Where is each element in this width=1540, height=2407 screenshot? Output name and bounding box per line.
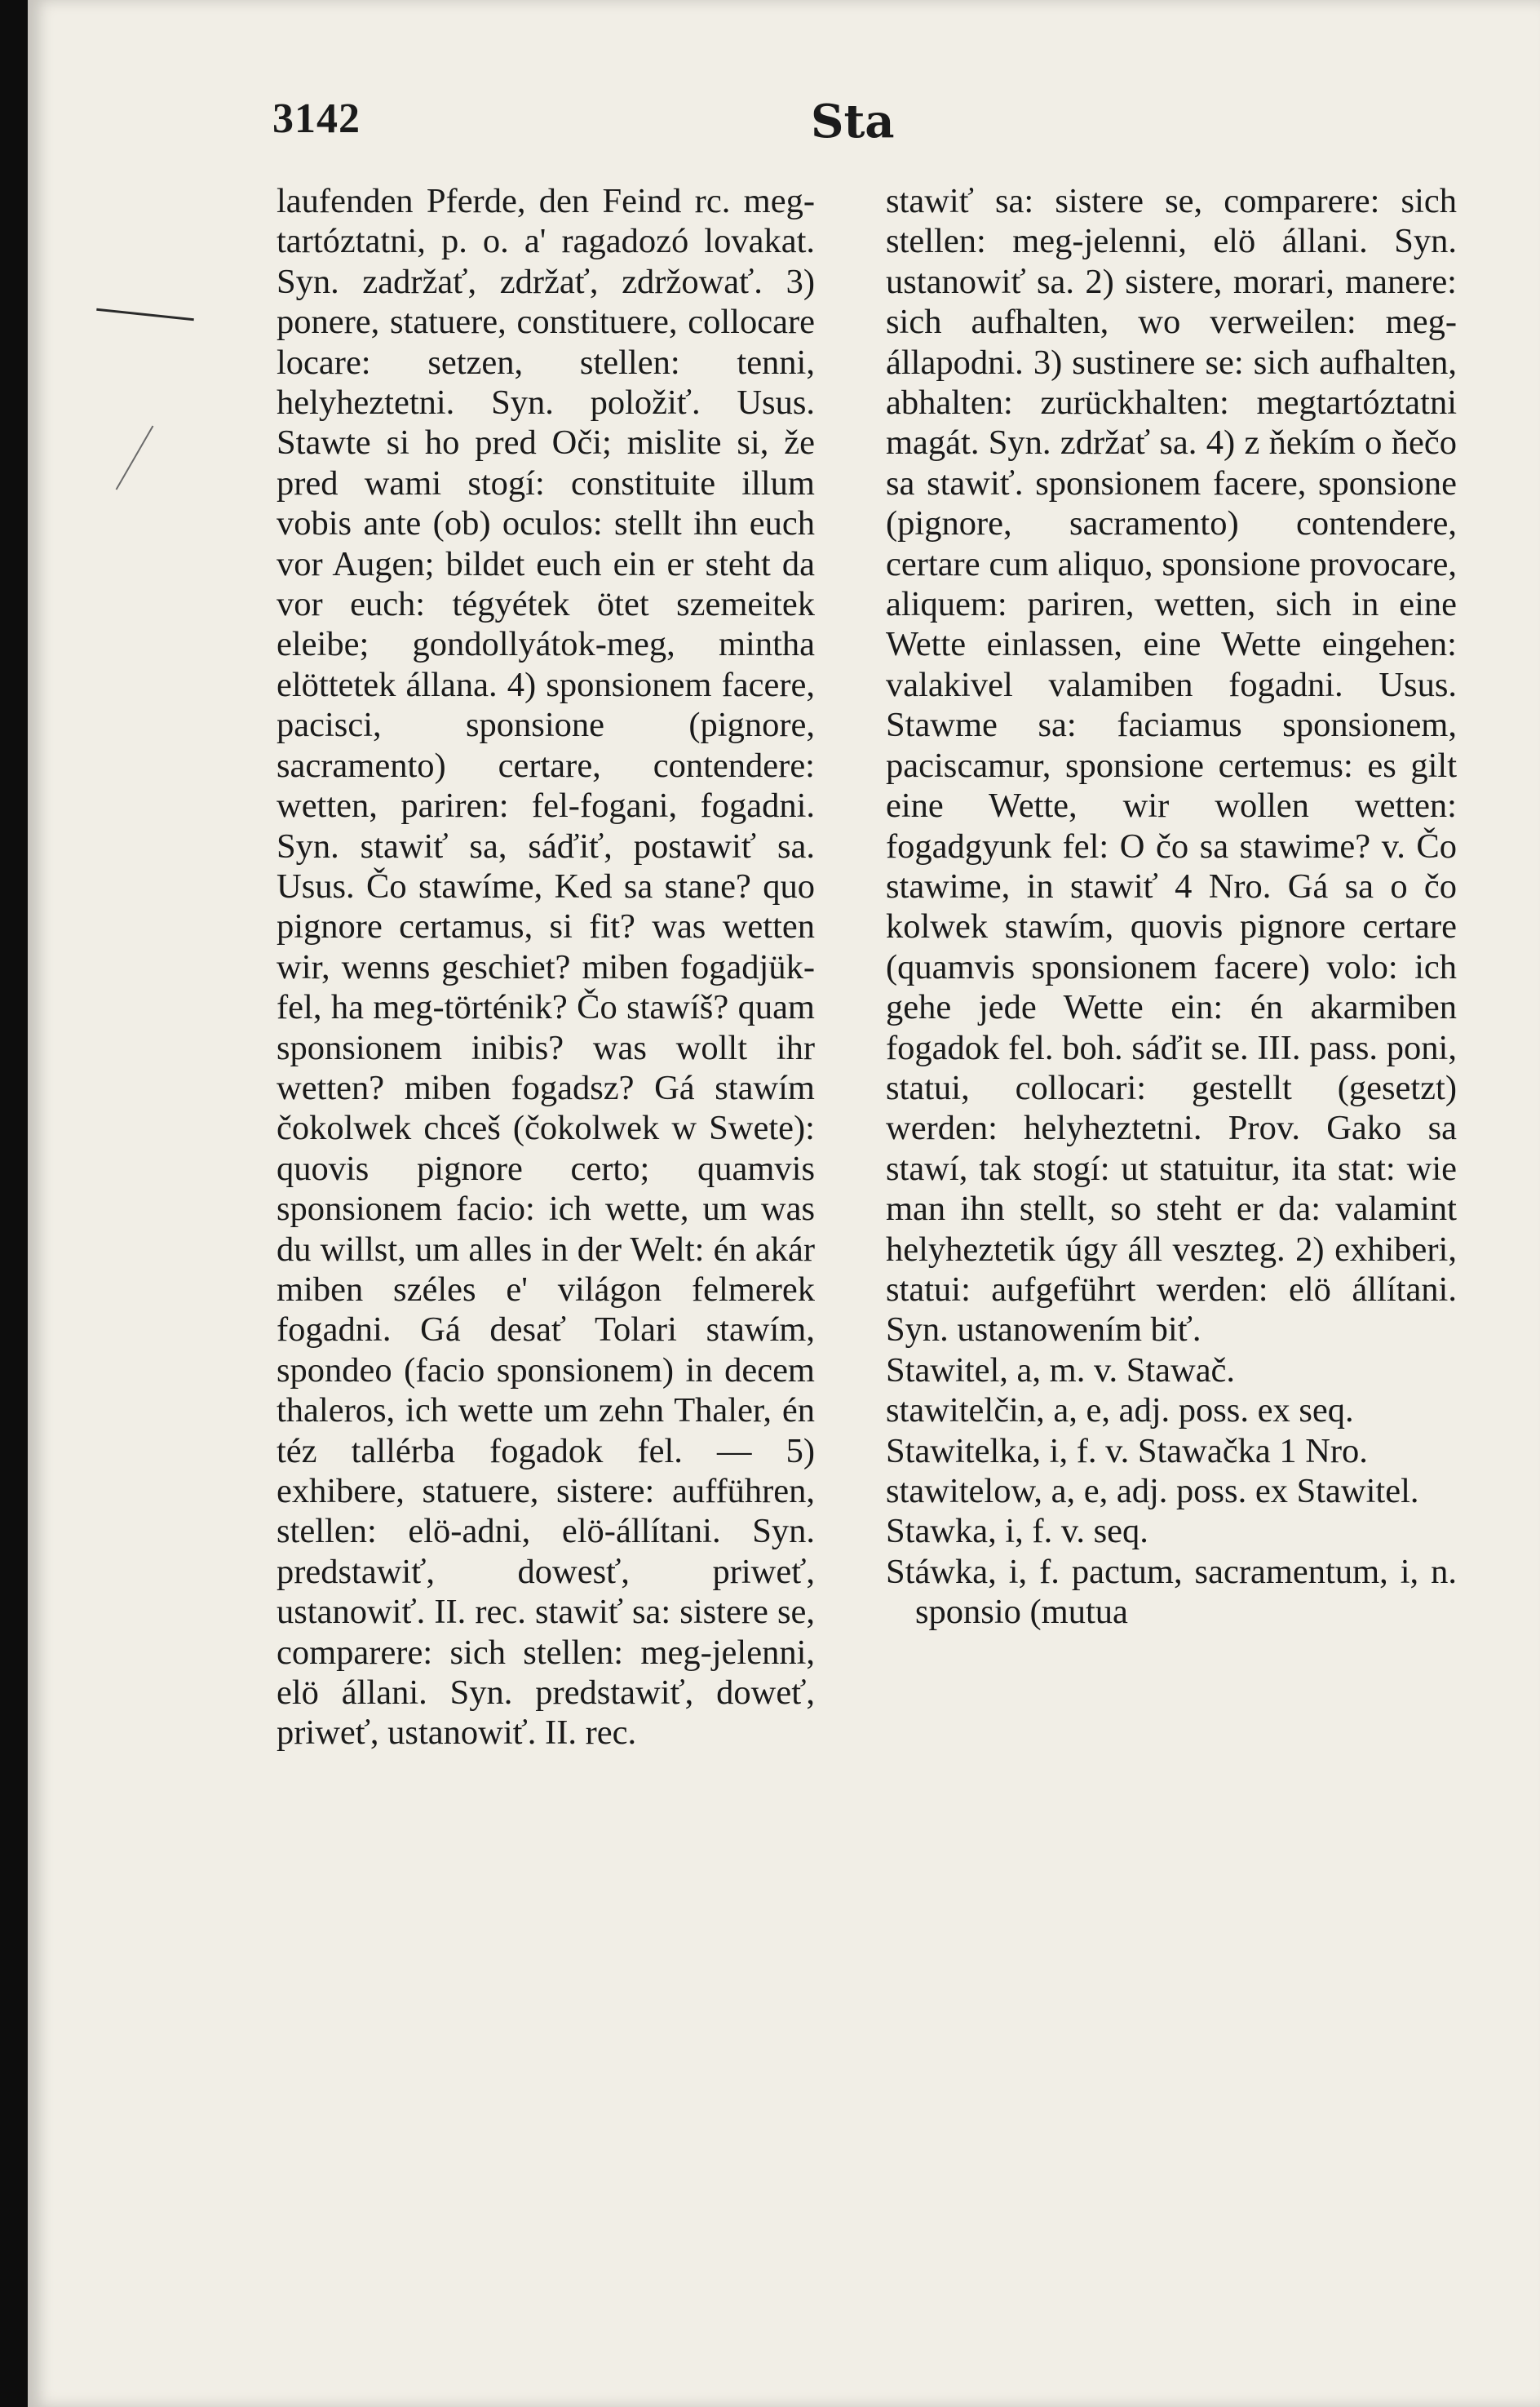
left-column-text: laufenden Pferde, den Feind rc. meg-tartóztatni, p. o. a' ragadozó lovakat. Syn. zadržať, zdržať, zdržowať. 3) ponere, statuere, constituere, collocare locare: setzen, stellen: tenni, helyheztetni. Syn. položiť. Usus. Stawte si ho pred Oči; mislite si, že pred wami stogí: constituite illum vobis ante (ob) oculos: stellt ihn euch vor Augen; bildet euch ein er steht da vor euch: tégyétek ötet szemeitek eleibe; gondollyátok-meg, mintha elöttetek állana. 4) sponsionem facere, pacisci, sponsione (pignore, sacramento) certare, contendere: wetten, pariren: fel-fogani, fogadni. Syn. stawiť sa, sáďiť, postawiť sa. Usus. Čo stawíme, Ked sa stane? quo pignore certamus, si fit? was wetten wir, wenns geschiet? miben fogadjük-fel, ha meg-történik? Čo stawíš? quam sponsionem inibis? was wollt ihr wetten? miben fogadsz? Gá stawím čokolwek chceš (čokolwek w Swete): quovis pignore certo; quamvis sponsionem facio: ich wette, um was du willst, um alles in der Welt: én akár miben széles e' világon felmerek fogadni. Gá desať Tolari stawím, spondeo (facio sponsionem) in decem thaleros, ich wette um zehn Thaler, én téz tallérba fogadok fel. — 5) exhibere, statuere, sistere: aufführen, stellen: elö-adni, elö-állítani. Syn. predstawiť, dowesť, priweť, ustanowiť. II. rec. stawiť sa: sistere se, comparere: sich stellen: meg-jelenni, elö állani. Syn. predstawiť, doweť, priweť, ustanowiť. II. rec. [277, 182, 815, 1753]
dictionary-entry: Stawitel, a, m. v. Stawač. [886, 1350, 1236, 1390]
dictionary-page [28, 0, 1540, 2407]
margin-pencil-mark [116, 426, 154, 490]
right-column [886, 181, 1457, 1633]
page-header [28, 95, 1540, 152]
running-head: Sta [811, 95, 895, 148]
dictionary-entry: Stawitelka, i, f. v. Stawačka 1 Nro. [886, 1431, 1368, 1470]
page-number: 3142 [272, 95, 361, 142]
dictionary-entry: stawitelčin, a, e, adj. poss. ex seq. [886, 1391, 1354, 1430]
dictionary-entry: Stawka, i, f. v. seq. [886, 1512, 1148, 1551]
dictionary-entry: Stáwka, i, f. pactum, sacramentum, i, n. sponsio (mutua [886, 1552, 1457, 1632]
right-column-text: stawiť sa: sistere se, comparere: sich stellen: meg-jelenni, elö állani. Syn. ustanowiť sa. 2) sistere, morari, manere: sich aufhalten, wo verweilen: meg-állapodni. 3) sustinere se: sich aufhalten, abhalten: zurückhalten: megtartóztatni magát. Syn. zdržať sa. 4) z ňekím o ňečo sa stawiť. sponsionem facere, sponsione (pignore, sacramento) contendere, certare cum aliquo, sponsione provocare, aliquem: pariren, wetten, sich in eine Wette einlassen, eine Wette eingehen: valakivel valamiben fogadni. Usus. Stawme sa: faciamus sponsionem, paciscamur, sponsione certemus: es gilt eine Wette, wir wollen wetten: fogadgyunk fel: O čo sa stawime? v. Čo stawime, in stawiť 4 Nro. Gá sa o čo kolwek stawím, quovis pignore certare (quamvis sponsionem facere) volo: ich gehe jede Wette ein: én akarmiben fogadok fel. boh. sáďit se. III. pass. poni, statui, collocari: gestellt (gesetzt) werden: helyheztetni. Prov. Gako sa stawí, tak stogí: ut statuitur, ita stat: wie man ihn stellt, so steht er da: valamint helyheztetik úgy áll veszteg. 2) exhiberi, statui: aufgeführt werden: elö állítani. Syn. ustanowením biť. [886, 182, 1457, 1350]
left-column [277, 181, 815, 1753]
dictionary-entry: stawitelow, a, e, adj. poss. ex Stawitel. [886, 1472, 1419, 1510]
margin-pencil-mark [96, 308, 194, 321]
